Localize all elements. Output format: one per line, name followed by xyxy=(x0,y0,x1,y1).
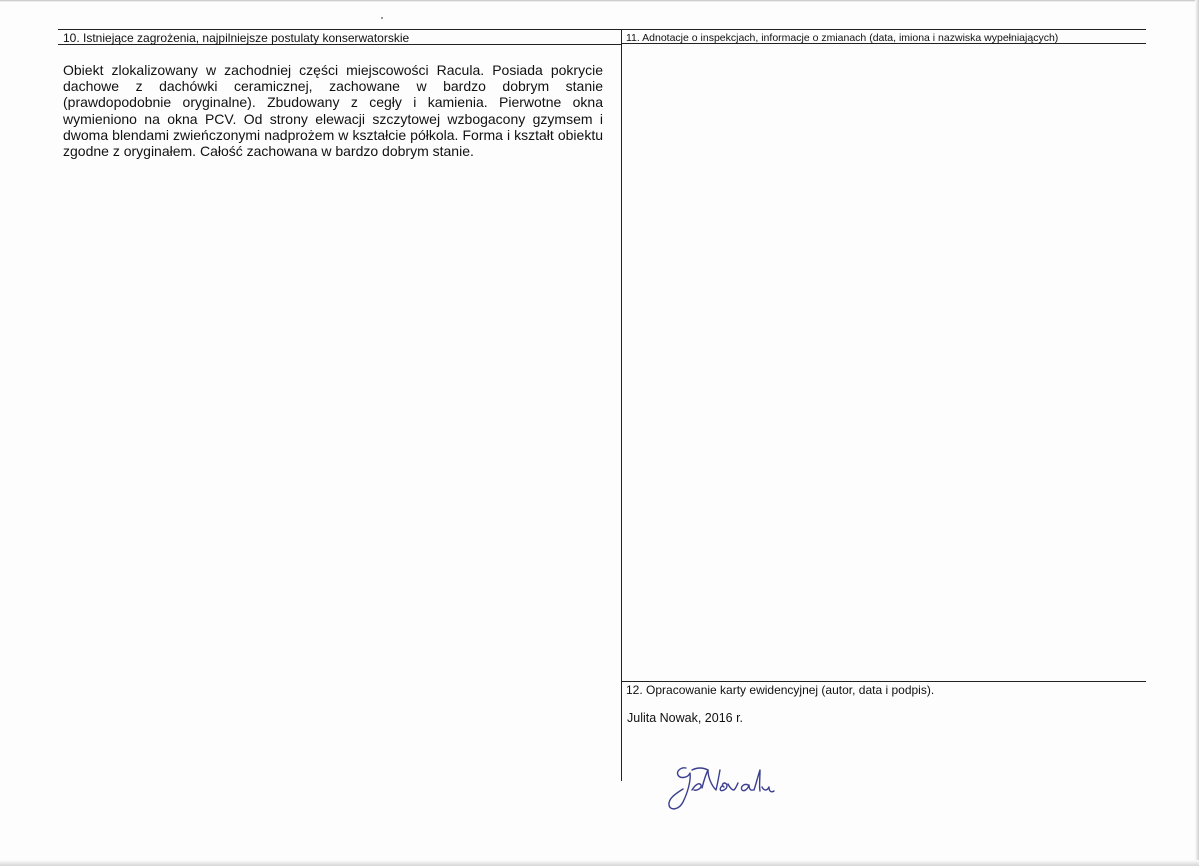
section11-heading: 11. Adnotacje o inspekcjach, informacje o zmianach (data, imiona i nazwiska wypełniających) xyxy=(626,32,1059,44)
section11-top-rule xyxy=(622,29,1146,30)
section12-top-rule xyxy=(622,681,1146,682)
scan-edge-bottom xyxy=(0,860,1199,866)
scan-speck xyxy=(381,17,383,19)
section10-top-rule xyxy=(58,29,622,30)
scan-edge-right xyxy=(1195,0,1199,866)
author-line: Julita Nowak, 2016 r. xyxy=(627,711,744,725)
section10-body: Obiekt zlokalizowany w zachodniej części miejscowości Racula. Posiada pokrycie dachowe z dachówki ceramicznej, zachowane w bardzo dobrym stanie (prawdopodobnie oryginalne). Zbudowany z cegły i kamienia. Pierwotne okna wymieniono na okna PCV. Od strony elewacji szczytowej wzbogacony gzymsem i dwoma blendami zwieńczonymi nadprożem w kształcie półkola. Forma i kształt obiektu zgodne z oryginałem. Całość zachowana w bardzo dobrym stanie. xyxy=(63,62,603,160)
section10-heading: 10. Istniejące zagrożenia, najpilniejsze postulaty konserwatorskie xyxy=(63,31,410,45)
scan-edge-top xyxy=(0,0,1199,2)
signature-icon xyxy=(664,758,804,818)
section12-heading: 12. Opracowanie karty ewidencyjnej (autor, data i podpis). xyxy=(626,683,935,697)
column-divider xyxy=(621,29,622,781)
